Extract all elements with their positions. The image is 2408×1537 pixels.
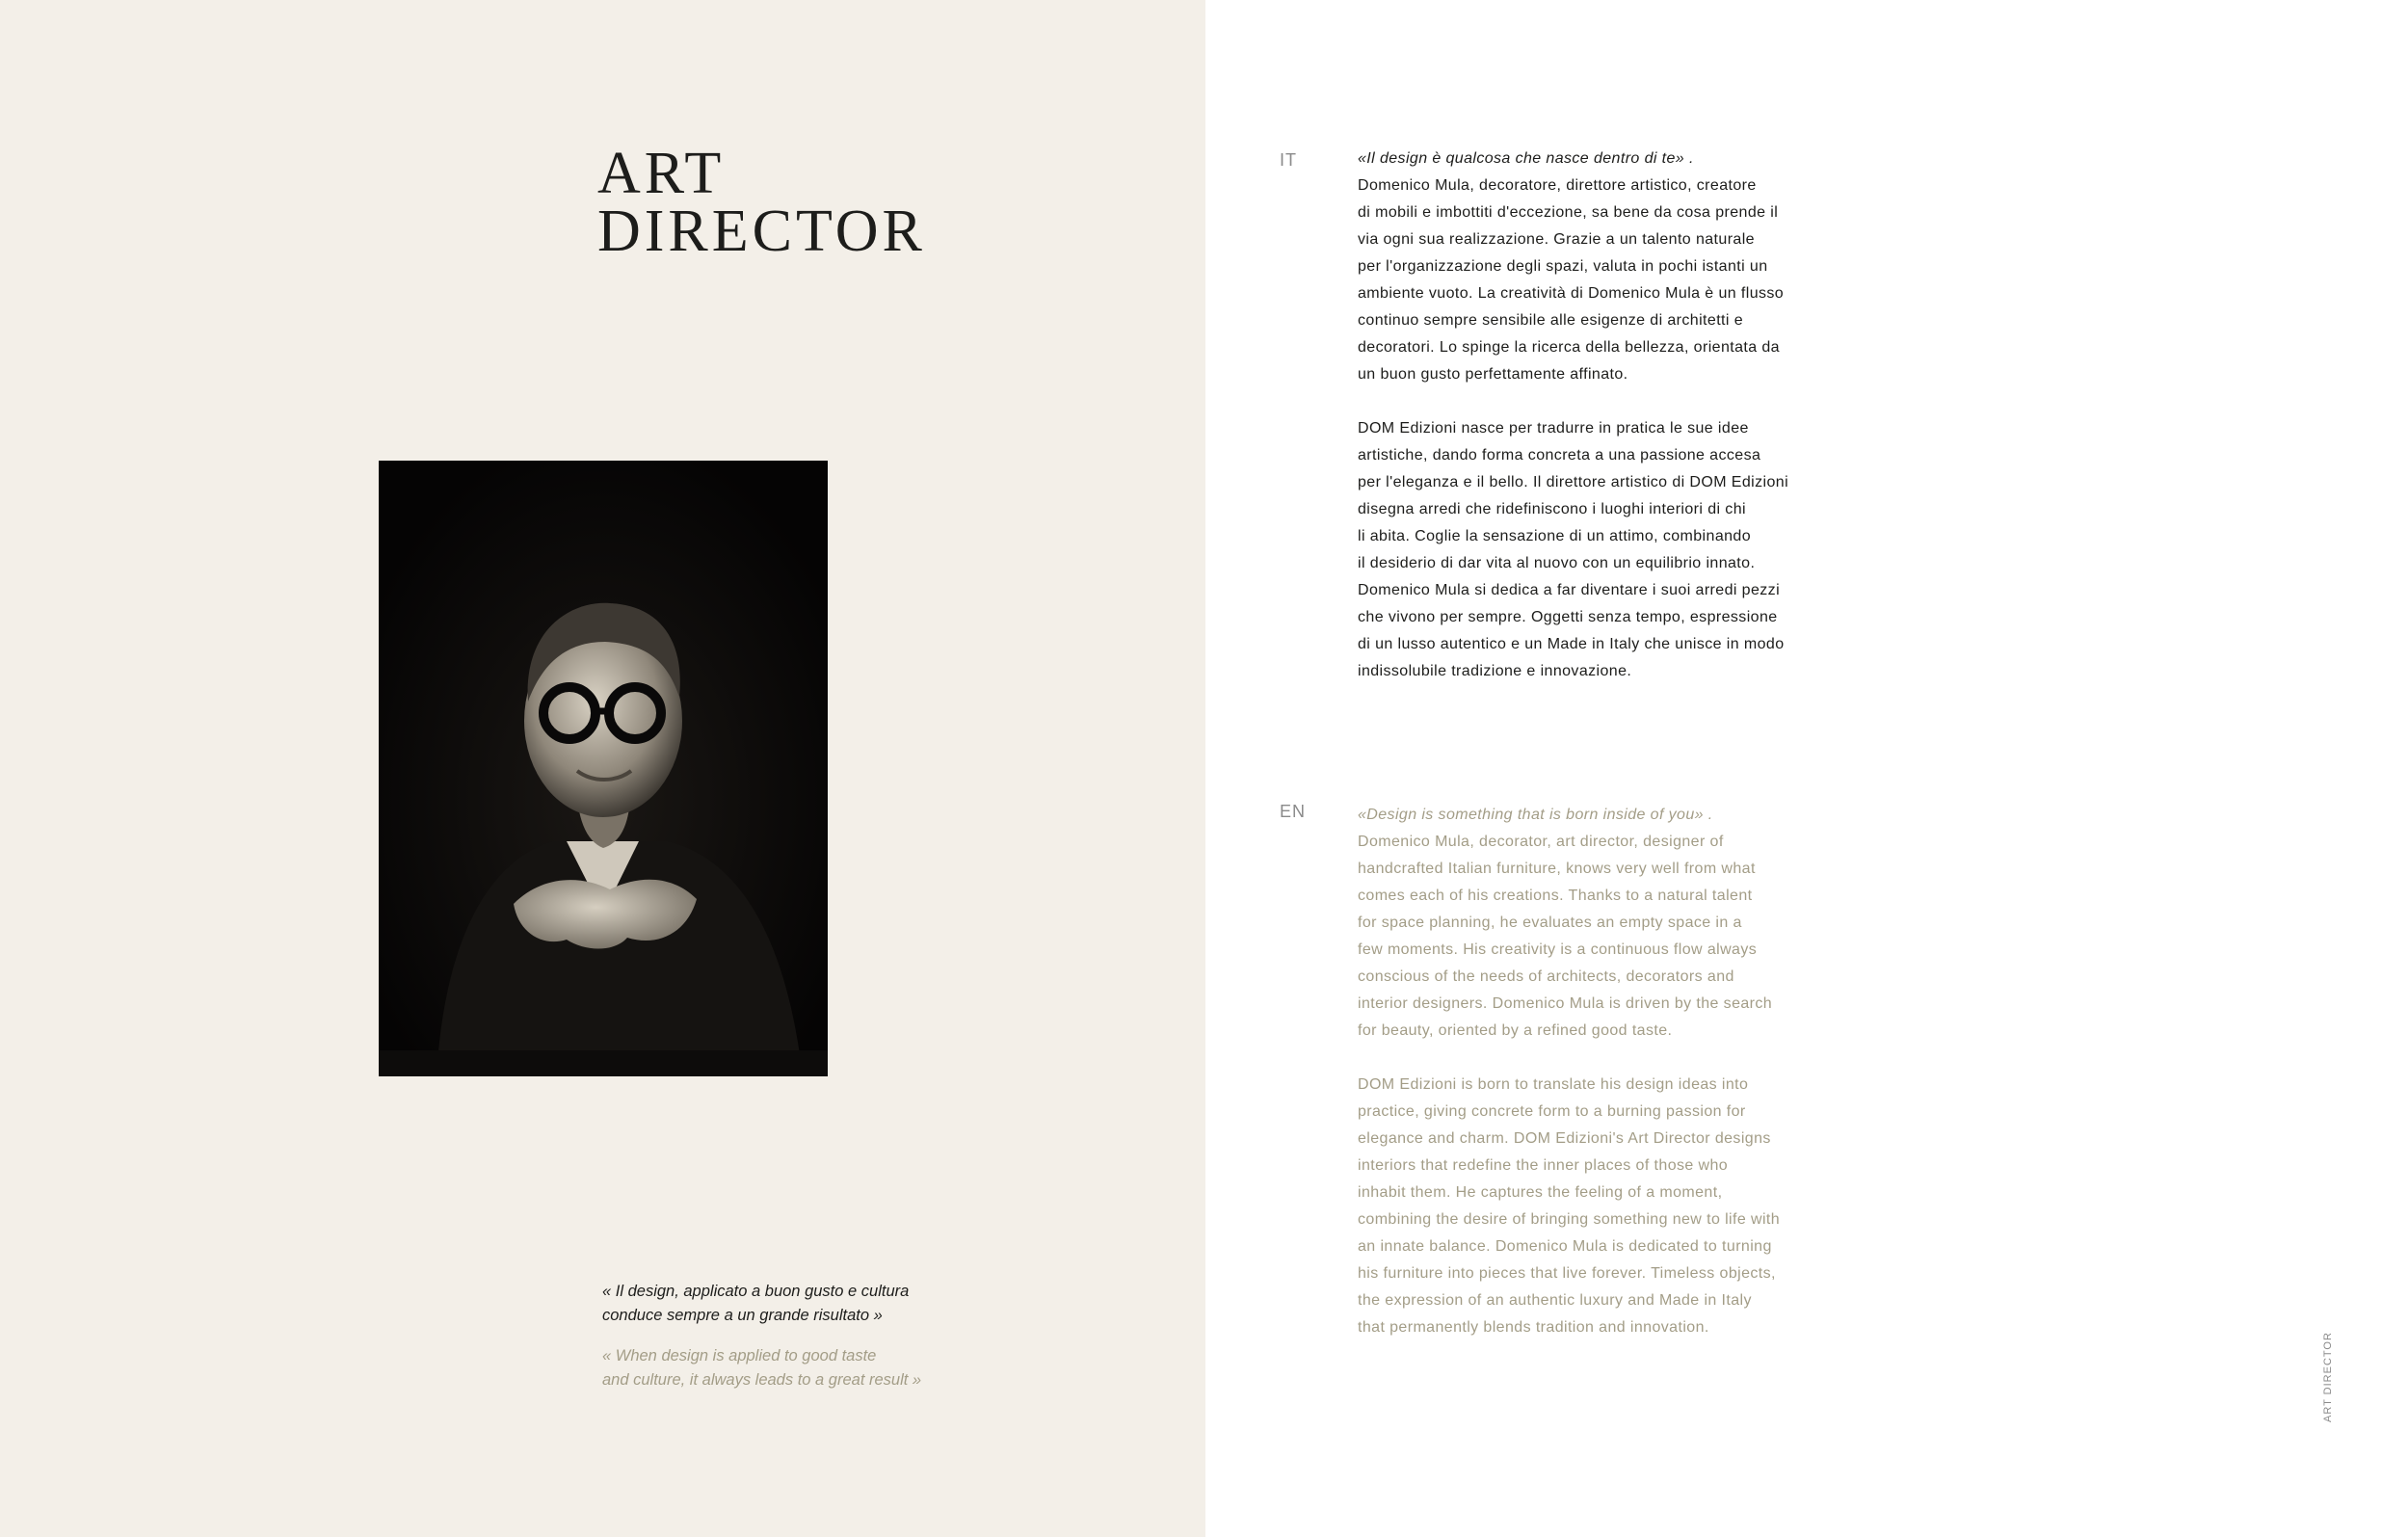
quote-english bbox=[602, 1344, 1007, 1392]
english-para1-line: for space planning, he evaluates an empty space in a bbox=[1358, 914, 1742, 931]
english-para1-line: interior designers. Domenico Mula is driven by the search bbox=[1358, 995, 1773, 1012]
quote-italian bbox=[602, 1280, 1007, 1328]
quote-english-line-1: « When design is applied to good taste bbox=[602, 1347, 877, 1365]
italian-text-block bbox=[1358, 146, 1830, 685]
italian-para1-line: ambiente vuoto. La creatività di Domenico Mula è un flusso bbox=[1358, 285, 1785, 302]
portrait-photo bbox=[379, 461, 828, 1076]
english-para2-line: DOM Edizioni is born to translate his design ideas into bbox=[1358, 1076, 1749, 1093]
english-para2-line: combining the desire of bringing something new to life with bbox=[1358, 1211, 1781, 1228]
italian-para2-line: indissolubile tradizione e innovazione. bbox=[1358, 663, 1632, 679]
italian-para2-line: DOM Edizioni nasce per tradurre in pratica le sue idee bbox=[1358, 420, 1749, 437]
language-label-en: EN bbox=[1280, 802, 1307, 821]
english-text-block bbox=[1358, 802, 1830, 1341]
english-para2-line: his furniture into pieces that live forever. Timeless objects, bbox=[1358, 1265, 1776, 1282]
english-para1-line: few moments. His creativity is a continuous flow always bbox=[1358, 941, 1758, 958]
quote-italian-line-2: conduce sempre a un grande risultato » bbox=[602, 1307, 883, 1324]
english-para1-line: comes each of his creations. Thanks to a natural talent bbox=[1358, 888, 1753, 904]
italian-para2-line: li abita. Coglie la sensazione di un attimo, combinando bbox=[1358, 528, 1752, 544]
paragraph-gap bbox=[1358, 388, 1830, 415]
language-label-it: IT bbox=[1280, 150, 1297, 170]
side-section-label: ART DIRECTOR bbox=[2322, 1332, 2334, 1422]
english-para2-line: that permanently blends tradition and innovation. bbox=[1358, 1319, 1709, 1336]
english-lead-quote: «Design is something that is born inside of you» . bbox=[1358, 807, 1713, 823]
english-para2-line: the expression of an authentic luxury and Made in Italy bbox=[1358, 1292, 1752, 1309]
english-para2-line: an innate balance. Domenico Mula is dedicated to turning bbox=[1358, 1238, 1772, 1255]
italian-para2-line: per l'eleganza e il bello. Il direttore artistico di DOM Edizioni bbox=[1358, 474, 1789, 490]
italian-para2-line: disegna arredi che ridefiniscono i luoghi interiori di chi bbox=[1358, 501, 1746, 517]
italian-para2-line: di un lusso autentico e un Made in Italy che unisce in modo bbox=[1358, 636, 1785, 652]
english-para2-line: elegance and charm. DOM Edizioni's Art Director designs bbox=[1358, 1130, 1771, 1147]
italian-para2-line: il desiderio di dar vita al nuovo con un equilibrio innato. bbox=[1358, 555, 1756, 571]
english-para1-line: Domenico Mula, decorator, art director, designer of bbox=[1358, 834, 1724, 850]
italian-para1-line: per l'organizzazione degli spazi, valuta in pochi istanti un bbox=[1358, 258, 1768, 275]
italian-para1-line: via ogni sua realizzazione. Grazie a un talento naturale bbox=[1358, 231, 1755, 248]
english-para2-line: practice, giving concrete form to a burning passion for bbox=[1358, 1103, 1746, 1120]
italian-para2-line: Domenico Mula si dedica a far diventare i suoi arredi pezzi bbox=[1358, 582, 1781, 598]
italian-para1-line: decoratori. Lo spinge la ricerca della bellezza, orientata da bbox=[1358, 339, 1780, 356]
quote-english-line-2: and culture, it always leads to a great result » bbox=[602, 1371, 922, 1389]
italian-lead-quote: «Il design è qualcosa che nasce dentro di te» . bbox=[1358, 150, 1694, 167]
italian-para1-line: un buon gusto perfettamente affinato. bbox=[1358, 366, 1628, 383]
title-line-1: ART bbox=[597, 141, 726, 206]
english-para1-line: for beauty, oriented by a refined good taste. bbox=[1358, 1022, 1673, 1039]
title-line-2: DIRECTOR bbox=[597, 199, 926, 264]
page-title bbox=[597, 141, 926, 264]
italian-para1-line: di mobili e imbottiti d'eccezione, sa bene da cosa prende il bbox=[1358, 204, 1779, 221]
english-para2-line: interiors that redefine the inner places of those who bbox=[1358, 1157, 1729, 1174]
paragraph-gap bbox=[1358, 1045, 1830, 1072]
english-para2-line: inhabit them. He captures the feeling of a moment, bbox=[1358, 1184, 1723, 1201]
italian-para1-line: continuo sempre sensibile alle esigenze di architetti e bbox=[1358, 312, 1743, 329]
italian-para2-line: che vivono per sempre. Oggetti senza tempo, espressione bbox=[1358, 609, 1778, 625]
english-para1-line: conscious of the needs of architects, decorators and bbox=[1358, 968, 1734, 985]
quote-italian-line-1: « Il design, applicato a buon gusto e cultura bbox=[602, 1283, 910, 1300]
italian-para2-line: artistiche, dando forma concreta a una passione accesa bbox=[1358, 447, 1761, 464]
english-para1-line: handcrafted Italian furniture, knows very well from what bbox=[1358, 861, 1756, 877]
italian-para1-line: Domenico Mula, decoratore, direttore artistico, creatore bbox=[1358, 177, 1757, 194]
